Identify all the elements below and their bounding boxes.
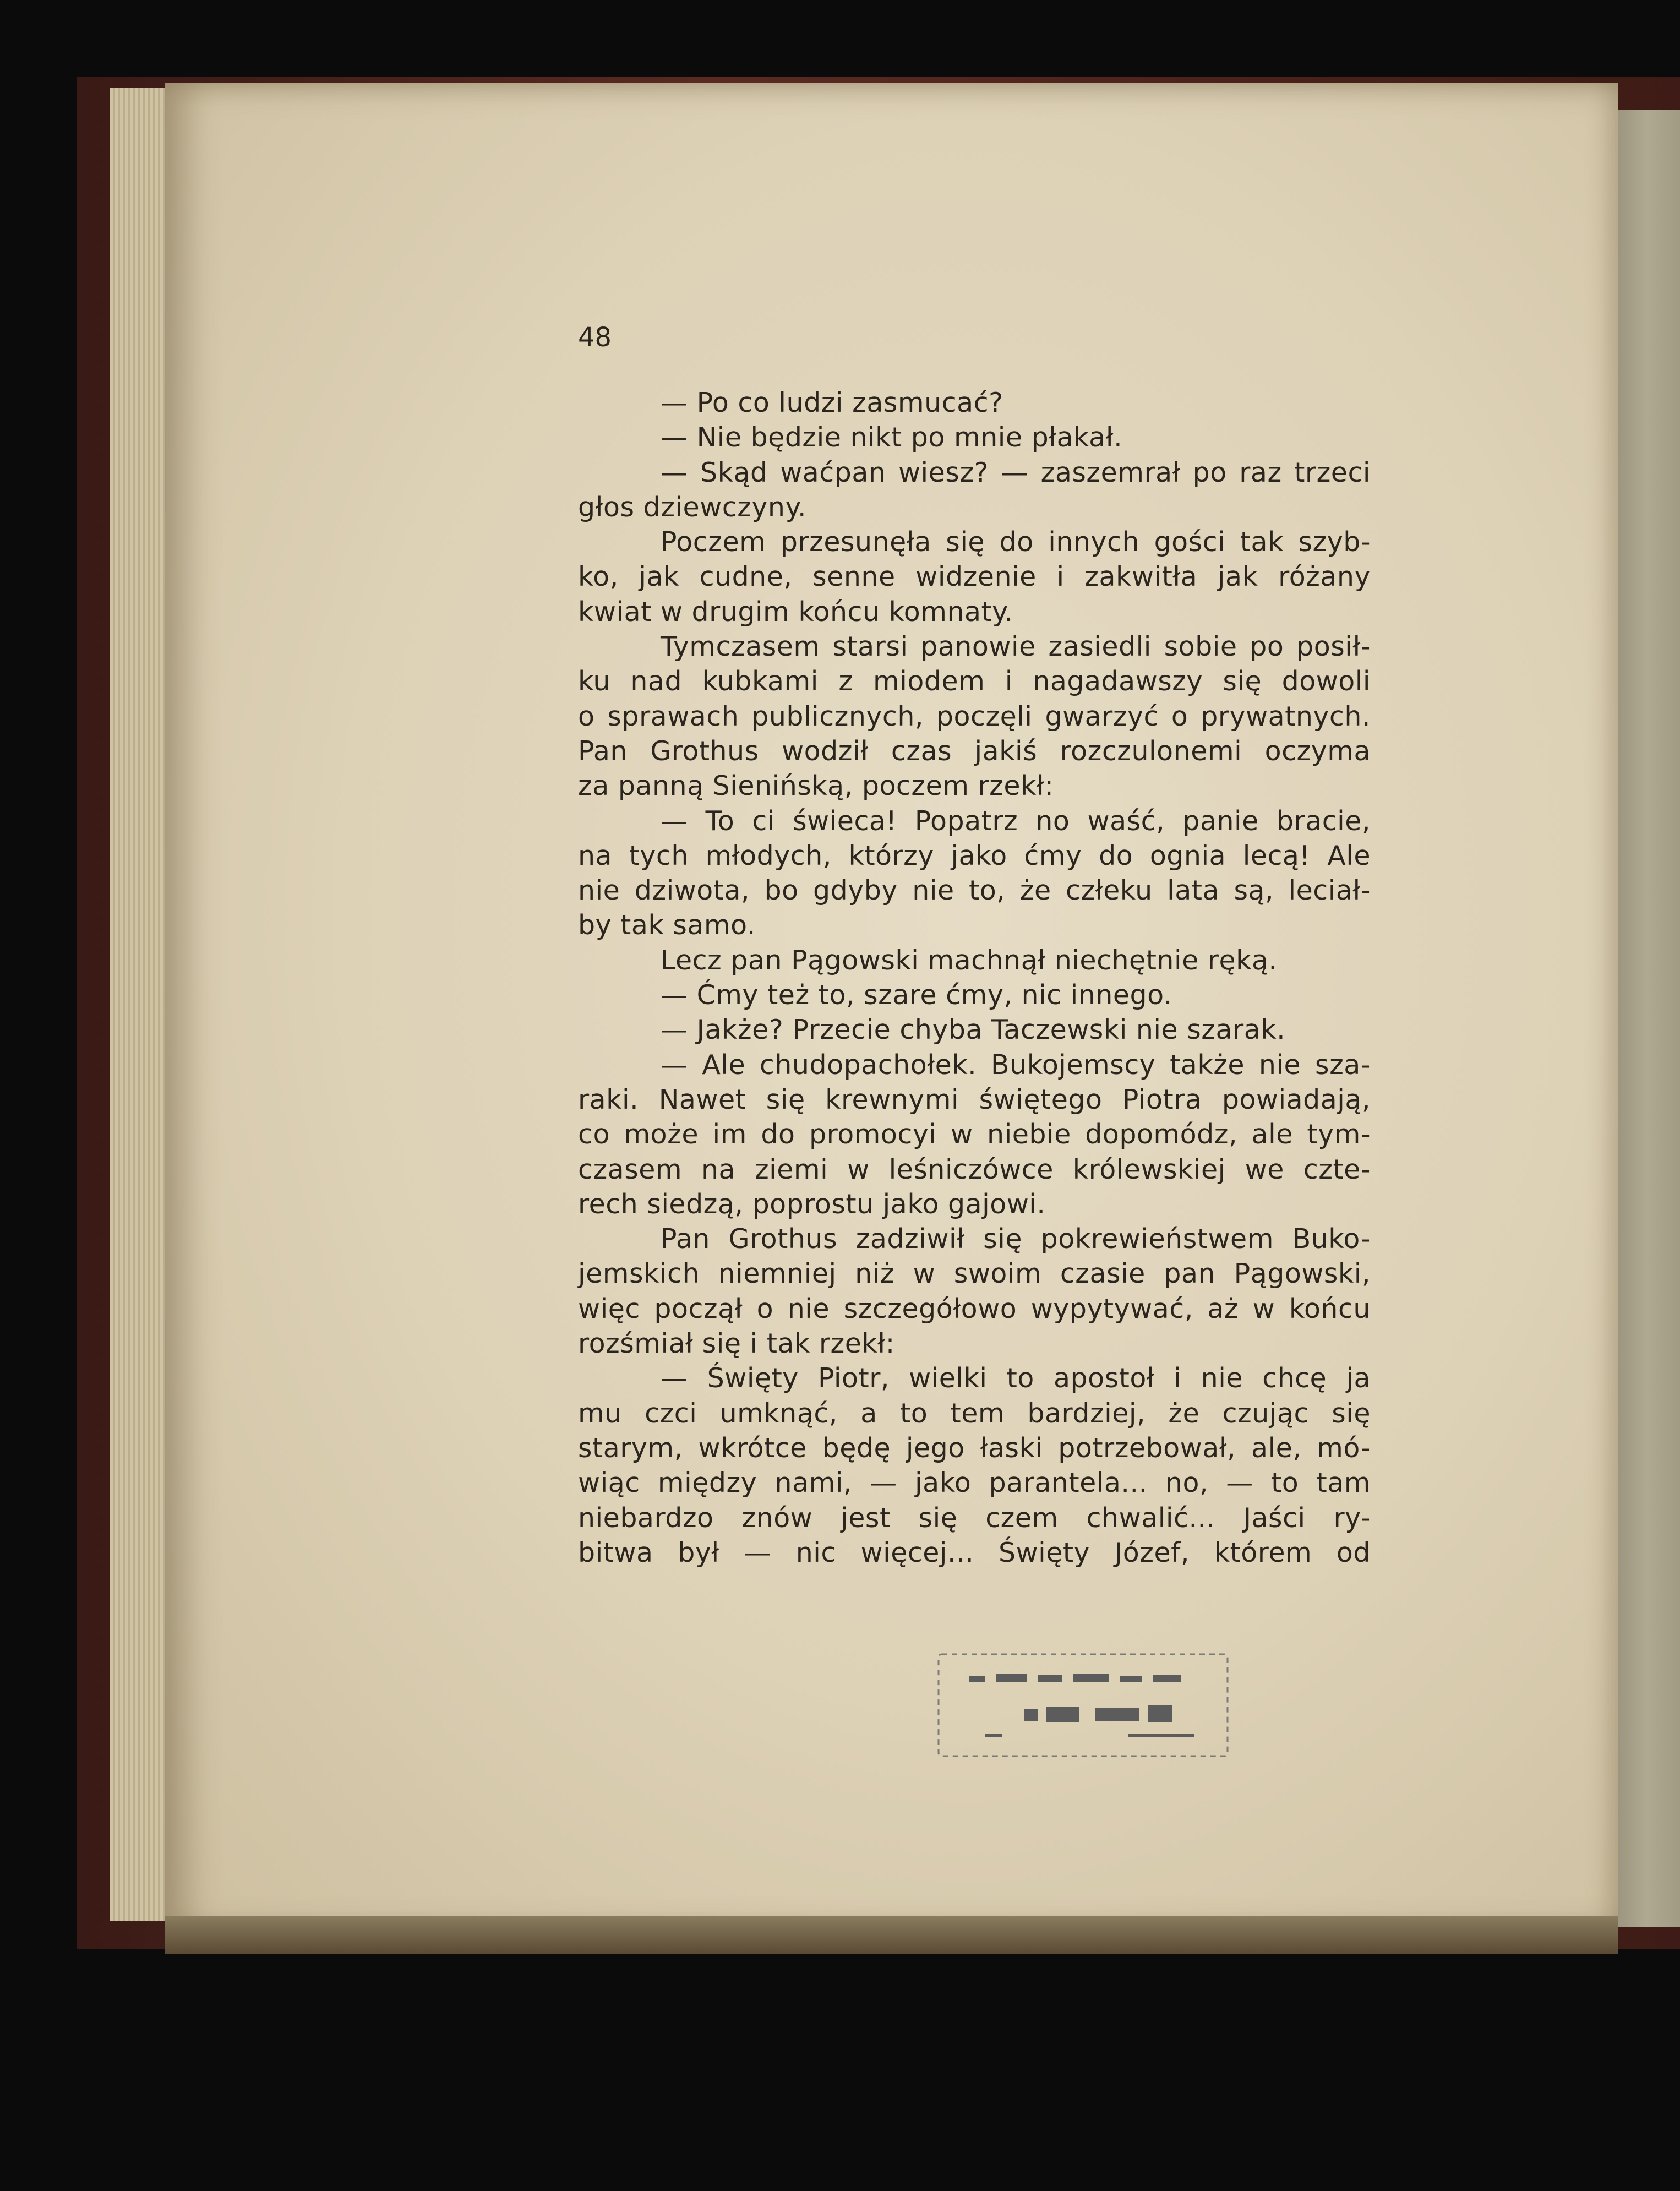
text-line: rech siedzą, poprostu jako gajowi. [578,1188,1046,1220]
text-line: jemskich niemniej niż w swoim czasie pan Pągowski, [578,1258,1371,1290]
text-line: — Nie będzie nikt po mnie płakał. [661,422,1123,454]
text-line: czasem na ziemi w leśniczówce królewskiej we czte- [578,1153,1371,1185]
text-line: — To ci świeca! Popatrz no waść, panie bracie, [661,805,1371,837]
text-line: co może im do promocyi w niebie dopomódz, ale tym- [578,1119,1371,1151]
text-line: — Święty Piotr, wielki to apostoł i nie chcę ja [661,1362,1371,1394]
text-line: bitwa był — nic więcej... Święty Józef, którem od [578,1536,1371,1568]
text-line: więc począł o nie szczegółowo wypytywać, aż w końcu [578,1293,1371,1325]
text-line: — Skąd waćpan wiesz? — zaszemrał po raz trzeci [661,456,1371,488]
page-number: 48 [578,322,612,353]
text-line: — Jakże? Przecie chyba Taczewski nie szarak. [661,1014,1286,1046]
text-line: kwiat w drugim końcu komnaty. [578,596,1013,628]
page-bottom-edge [165,1916,1618,1954]
text-line: rozśmiał się i tak rzekł: [578,1328,895,1360]
text-line: — Po co ludzi zasmucać? [661,387,1003,418]
library-stamp [936,2081,1228,2191]
text-line: ko, jak cudne, senne widzenie i zakwitła jak różany [578,561,1371,593]
text-line: by tak samo. [578,909,756,941]
text-line: głos dziewczyny. [578,491,807,523]
text-line: — Ale chudopachołek. Bukojemscy także nie sza- [661,1049,1371,1081]
text-line: Pan Grothus zadziwił się pokrewieństwem Buko- [661,1223,1371,1255]
text-line: starym, wkrótce będę jego łaski potrzebował, ale, mó- [578,1432,1371,1464]
text-line: Pan Grothus wodził czas jakiś rozczulonemi oczyma [578,735,1371,767]
text-line: wiąc między nami, — jako parantela... no, — to tam [578,1467,1371,1499]
text-line: — Ćmy też to, szare ćmy, nic innego. [661,979,1172,1011]
text-line: Tymczasem starsi panowie zasiedli sobie po posił- [661,631,1371,663]
text-line: na tych młodych, którzy jako ćmy do ognia lecą! Ale [578,840,1371,871]
text-line: Lecz pan Pągowski machnął niechętnie ręką. [661,944,1278,976]
text-line: za panną Sienińską, poczem rzekł: [578,770,1054,802]
text-line: ku nad kubkami z miodem i nagadawszy się dowoli [578,666,1371,697]
stamp-mark [936,1652,1233,1767]
text-line: Poczem przesunęła się do innych gości tak szyb- [661,526,1371,558]
text-line: mu czci umknąć, a to tem bardziej, że czując się [578,1397,1371,1429]
text-line: niebardzo znów jest się czem chwalić... Jaści ry- [578,1502,1371,1534]
text-line: nie dziwota, bo gdyby nie to, że człeku lata są, leciał- [578,875,1371,907]
text-line: raki. Nawet się krewnymi świętego Piotra powiadają, [578,1083,1371,1115]
body-text [578,385,1371,1570]
text-line: o sprawach publicznych, poczęli gwarzyć o prywatnych. [578,700,1371,732]
